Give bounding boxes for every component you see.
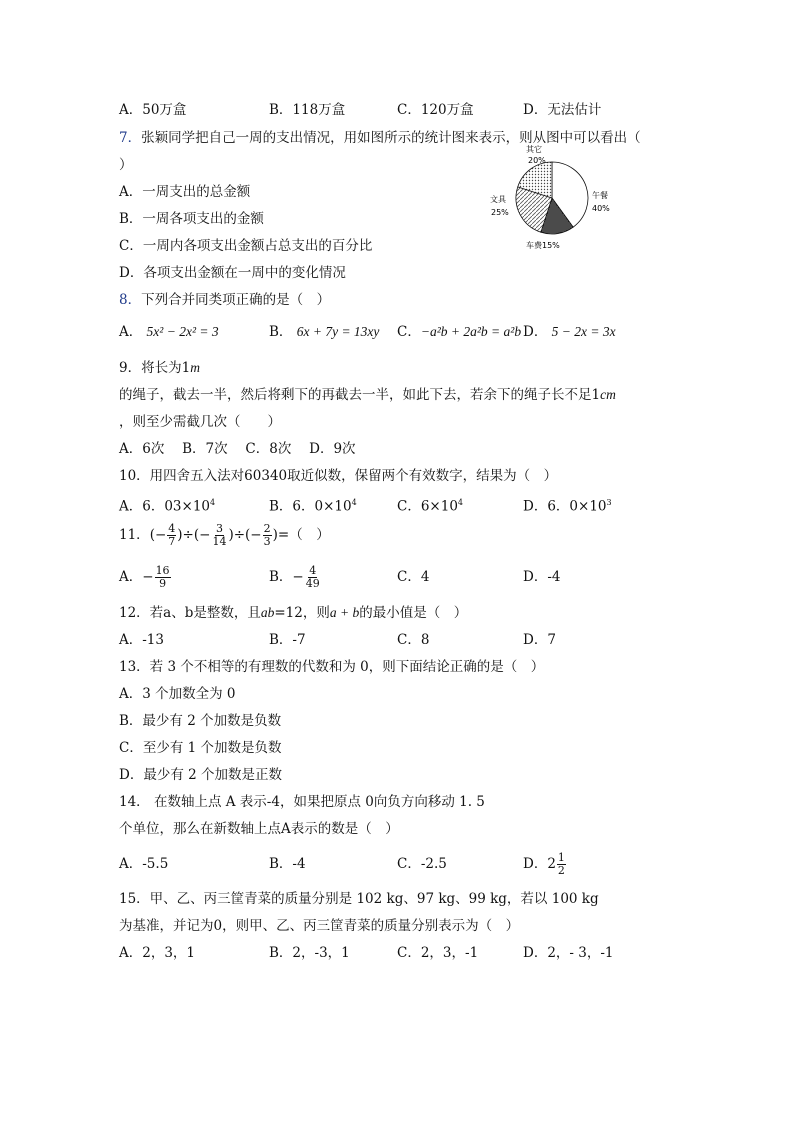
q8-option-c: C．−a²b + 2a²b = a²b xyxy=(397,324,522,340)
q9-line-3: ，则至少需截几次（ ） xyxy=(119,414,281,430)
q12-option-d: D．7 xyxy=(523,632,556,648)
q11-option-b: B．− $\frac{4}{49}$ xyxy=(269,564,320,590)
q15-line-2: 为基准，并记为0，则甲、乙、丙三筐青菜的质量分别表示为（ ） xyxy=(119,918,520,934)
q7-option-c: C．一周内各项支出金额占总支出的百分比 xyxy=(119,238,373,254)
q13-option-c: C．至少有 1 个加数是负数 xyxy=(119,740,282,756)
q9-line-2: 的绳子，截去一半，然后将剩下的再截去一半，如此下去，若余下的绳子长不足1cm xyxy=(119,387,616,403)
q7-number: 7． xyxy=(119,130,142,146)
q13-option-b: B．最少有 2 个加数是负数 xyxy=(119,713,282,729)
q15-option-a: A．2，3，1 xyxy=(119,945,196,961)
q7-text: 张颖同学把自己一周的支出情况，用如图所示的统计图来表示，则从图中可以看出（ xyxy=(141,130,641,146)
q8-option-a: A． 5x² − 2x² = 3 xyxy=(119,324,219,340)
q13-option-d: D．最少有 2 个加数是正数 xyxy=(119,767,282,783)
q15-option-c: C．2，3，-1 xyxy=(397,945,479,961)
pie-slices xyxy=(516,162,588,234)
expense-pie-chart xyxy=(480,140,630,255)
q13-stem: 13．若 3 个不相等的有理数的代数和为 0，则下面结论正确的是（ ） xyxy=(119,659,545,675)
q11-stem: 11．(− $\frac{4}{7}$ )÷(− $\frac{3}{14}$ )÷(− $\frac{2}{3}$ )=（ ） xyxy=(119,522,330,548)
pie-label-stationery-pct: 25% xyxy=(491,208,509,217)
q11-option-d: D．-4 xyxy=(523,569,561,585)
q8-stem xyxy=(119,291,330,309)
pie-label-other: 其它 xyxy=(526,145,542,154)
q11-fraction-1: $\frac{4}{7}$ xyxy=(168,522,176,548)
q6-option-d: D．无法估计 xyxy=(523,102,602,118)
q10-option-b: B．6．$0\times 10^4$ xyxy=(269,498,357,515)
q8-text: 下列合并同类项正确的是（ ） xyxy=(141,292,331,308)
q9-line-1: 9．将长为1m xyxy=(119,360,200,376)
q14-option-a: A．-5.5 xyxy=(119,856,169,872)
q14-line-2: 个单位，那么在新数轴上点A表示的数是（ ） xyxy=(119,821,399,837)
q10-option-a: A．6．$03\times 10^4$ xyxy=(119,498,216,515)
q14-line-1: 14． 在数轴上点 A 表示-4，如果把原点 0向负方向移动 1. 5 xyxy=(119,794,485,810)
q13-option-a: A．3 个加数全为 0 xyxy=(119,686,236,702)
q12-stem: 12．若a、b是整数，且ab=12，则a + b的最小值是（ ） xyxy=(119,605,468,621)
q9-options: A．6次 B．7次 C．8次 D．9次 xyxy=(119,441,356,457)
q10-option-d: D．6．$0\times 10^3$ xyxy=(523,498,612,515)
q8-number: 8． xyxy=(119,292,142,308)
q11-fraction-3: $\frac{2}{3}$ xyxy=(263,522,271,548)
q15-line-1: 15．甲、乙、丙三筐青菜的质量分别是 102 kg、97 kg、99 kg，若以 100 kg xyxy=(119,891,599,907)
q7-option-d: D．各项支出金额在一周中的变化情况 xyxy=(119,265,346,281)
pie-label-fare: 车费15% xyxy=(526,241,560,250)
q6-option-c: C．120万盒 xyxy=(397,102,474,118)
pie-label-stationery: 文具 xyxy=(490,195,506,204)
q7-close: ） xyxy=(119,157,133,173)
q15-option-d: D．2，- 3，-1 xyxy=(523,945,614,961)
q12-option-b: B．-7 xyxy=(269,632,306,648)
q14-option-c: C．-2.5 xyxy=(397,856,447,872)
pie-label-lunch-pct: 40% xyxy=(592,204,610,213)
pie-label-other-pct: 20% xyxy=(528,156,546,165)
q10-stem: 10．用四舍五入法对60340取近似数，保留两个有效数字，结果为（ ） xyxy=(119,468,558,484)
pie-label-lunch: 午餐 xyxy=(592,191,608,200)
q7-option-a: A．一周支出的总金额 xyxy=(119,184,251,200)
q6-option-a: A．50万盒 xyxy=(119,102,187,118)
q14-option-b: B．-4 xyxy=(269,856,306,872)
q15-option-b: B．2，-3，1 xyxy=(269,945,350,961)
q14-option-d: D．2 $\frac{1}{2}$ xyxy=(523,851,565,877)
q11-option-a: A．− $\frac{16}{9}$ xyxy=(119,564,170,590)
q12-option-a: A．-13 xyxy=(119,632,164,648)
q7-option-b: B．一周各项支出的金额 xyxy=(119,211,264,227)
q11-fraction-2: $\frac{3}{14}$ xyxy=(212,522,227,548)
q6-option-b: B．118万盒 xyxy=(269,102,346,118)
q10-option-c: C．$6\times 10^4$ xyxy=(397,498,464,515)
q12-option-c: C．8 xyxy=(397,632,430,648)
q11-option-c: C．4 xyxy=(397,569,430,585)
q8-option-d: D． 5 − 2x = 3x xyxy=(523,324,616,340)
q8-option-b: B． 6x + 7y = 13xy xyxy=(269,324,380,340)
